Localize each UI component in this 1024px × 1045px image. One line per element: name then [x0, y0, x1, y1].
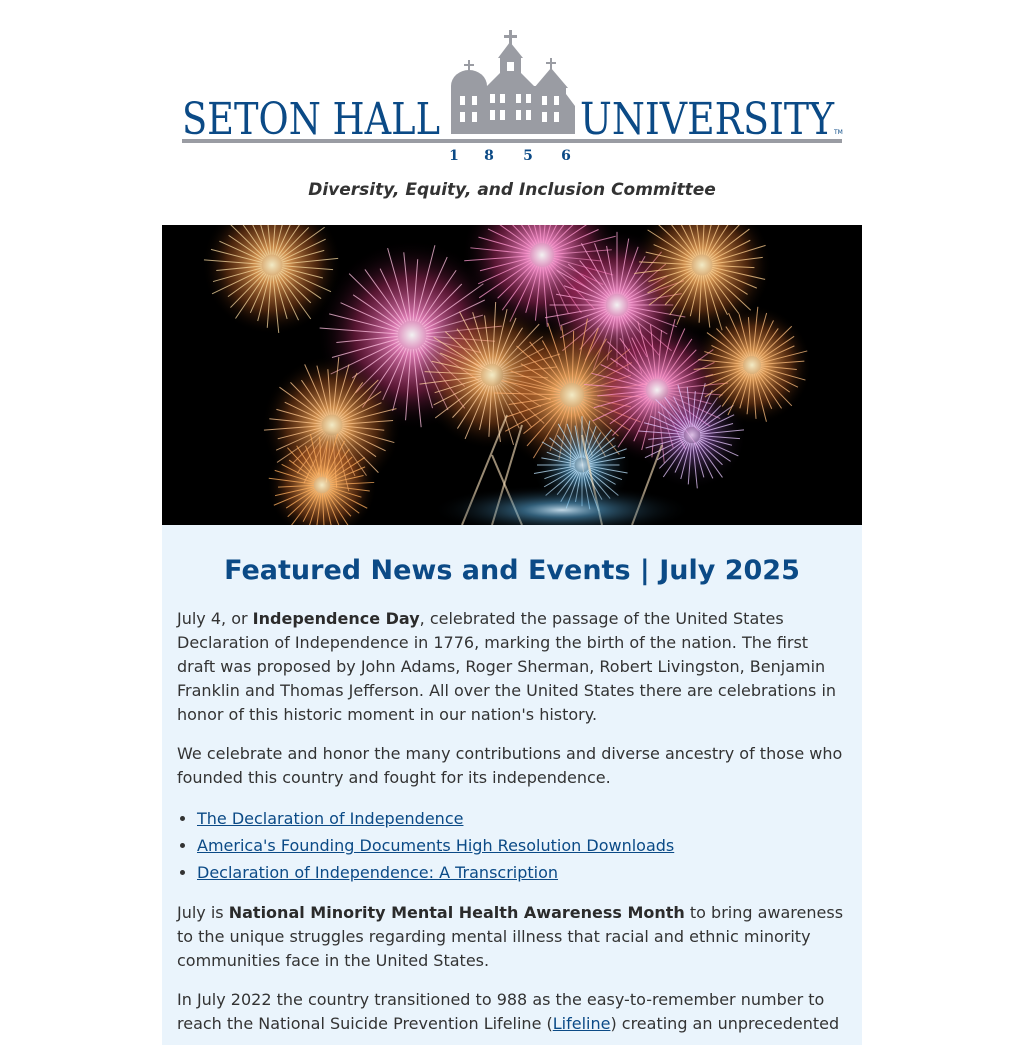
resource-links-list	[177, 805, 847, 886]
university-logo[interactable]	[180, 28, 844, 164]
transcription-link[interactable]: Declaration of Independence: A Transcription	[197, 863, 559, 882]
independence-day-bold: Independence Day	[252, 609, 420, 628]
logo-year-digit: 8	[484, 148, 494, 164]
logo-trademark: TM	[834, 129, 843, 136]
lifeline-link[interactable]: Lifeline	[552, 1014, 611, 1033]
independence-day-paragraph: July 4, or Independence Day, celebrated the passage of the United States Declaration of Independence in 1776, marking the birth of the nation. The first draft was proposed by John Adams, Roger Sherman, Robert Livingston, Benjamin Franklin and Thomas Jefferson. All over the United States there are celebrations in honor of this historic moment in our nation's history.	[177, 609, 837, 724]
logo-text-left: SETON HALL	[182, 94, 440, 145]
list-item	[197, 805, 847, 832]
fireworks-hero-image	[162, 225, 862, 525]
logo-year-digit: 5	[523, 148, 533, 164]
logo-text-right: UNIVERSITY	[580, 94, 835, 145]
logo-year-digit: 1	[449, 148, 459, 164]
ancestry-paragraph: We celebrate and honor the many contributions and diverse ancestry of those who founded this country and fought for its independence.	[177, 744, 843, 787]
featured-news-section	[162, 525, 862, 1045]
list-item	[197, 859, 847, 886]
logo-year-digit: 6	[561, 148, 571, 164]
declaration-link[interactable]: The Declaration of Independence	[197, 809, 464, 828]
founding-documents-link[interactable]: America's Founding Documents High Resolution Downloads	[197, 836, 675, 855]
list-item	[197, 832, 847, 859]
committee-tagline: Diversity, Equity, and Inclusion Committee	[308, 180, 716, 200]
mental-health-paragraph: July is National Minority Mental Health Awareness Month to bring awareness to the unique struggles regarding mental illness that racial and ethnic minority communities face in the United States.	[177, 903, 844, 970]
section-title: Featured News and Events | July 2025	[224, 555, 800, 586]
mental-health-bold: National Minority Mental Health Awareness Month	[228, 903, 685, 922]
lifeline-paragraph: In July 2022 the country transitioned to 988 as the easy-to-remember number to reach the National Suicide Prevention Lifeline (Lifeline) creating an unprecedented	[177, 990, 840, 1033]
